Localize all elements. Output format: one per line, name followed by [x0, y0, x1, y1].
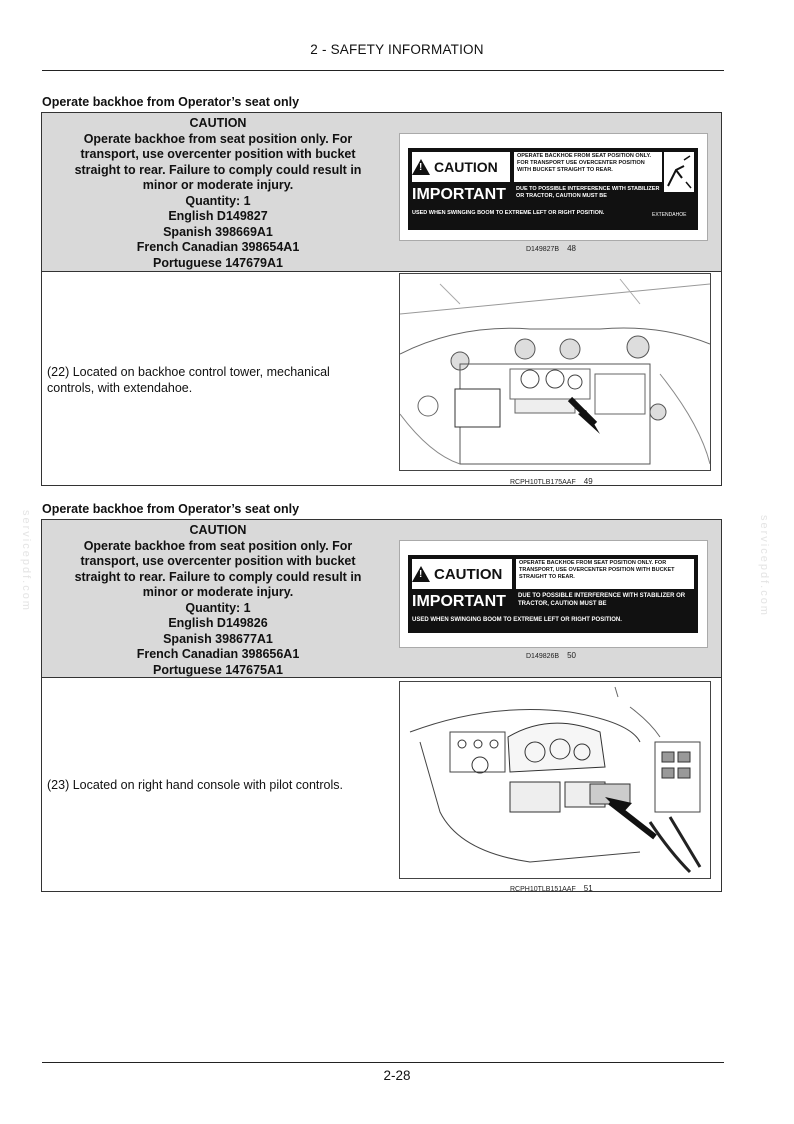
important-word: IMPORTANT	[412, 186, 506, 203]
footer-rule	[42, 1062, 724, 1063]
caution-heading: CAUTION	[189, 523, 247, 537]
watermark-right: servicepdf.com	[758, 515, 770, 617]
section-1-caution-row	[42, 113, 721, 272]
section-2-caution-block	[48, 523, 388, 678]
caution-decal-text: OPERATE BACKHOE FROM SEAT POSITION ONLY. FOR TRANSPORT, USE OVERCENTER POSITION WITH BUCKET STRAIGHT TO REAR.	[516, 559, 694, 589]
caution-heading: CAUTION	[189, 116, 247, 130]
part-number: English D149827	[168, 209, 268, 223]
caution-line: minor or moderate injury.	[142, 178, 294, 192]
caution-badge	[412, 152, 510, 182]
quantity: Quantity: 1	[185, 600, 251, 615]
caution-line: straight to rear. Failure to comply could result in	[74, 569, 362, 584]
caution-decal-text: OPERATE BACKHOE FROM SEAT POSITION ONLY. FOR TRANSPORT USE OVERCENTER POSITION WITH BUCKET STRAIGHT TO REAR.	[514, 152, 662, 182]
warning-triangle-icon: !	[412, 159, 430, 175]
caution-line: straight to rear. Failure to comply could result in	[74, 162, 362, 177]
photo-ref: RCPH10TLB175AAF 49	[510, 477, 593, 486]
part-number: English D149826	[168, 616, 268, 630]
section-1-title: Operate backhoe from Operator’s seat only	[42, 95, 300, 109]
decal-image	[408, 555, 698, 633]
decal-ref: D149826B 50	[526, 651, 576, 660]
important-decal-text: DUE TO POSSIBLE INTERFERENCE WITH STABILIZER OR TRACTOR, CAUTION MUST BE	[518, 593, 686, 607]
caution-word: CAUTION	[434, 159, 498, 175]
section-1-location-text: (22) Located on backhoe control tower, mechanical controls, with extendahoe.	[47, 365, 330, 395]
decal-frame	[399, 133, 708, 241]
watermark-left: servicepdf.com	[20, 510, 32, 612]
caution-line: Operate backhoe from seat position only. For	[83, 538, 353, 553]
header-rule	[42, 70, 724, 71]
part-number: French Canadian 398656A1	[136, 647, 300, 661]
caution-line: Operate backhoe from seat position only. For	[83, 131, 353, 146]
caution-line: minor or moderate injury.	[142, 585, 294, 599]
section-1-box	[41, 112, 722, 486]
section-2-location-text: (23) Located on right hand console with pilot controls.	[47, 778, 344, 792]
section-2-caution-row	[42, 520, 721, 678]
part-number: Portuguese 147675A1	[153, 662, 283, 677]
photo-ref: RCPH10TLB151AAF 51	[510, 884, 593, 893]
decal-ref: D149827B 48	[526, 244, 576, 253]
decal-bottom-text: USED WHEN SWINGING BOOM TO EXTREME LEFT OR RIGHT POSITION.	[412, 617, 622, 623]
bucket-pictogram-icon	[664, 152, 694, 192]
quantity: Quantity: 1	[185, 193, 251, 208]
decal-bottom-text: USED WHEN SWINGING BOOM TO EXTREME LEFT OR RIGHT POSITION.	[412, 210, 605, 216]
part-number: Portuguese 147679A1	[153, 255, 283, 270]
caution-line: transport, use overcenter position with bucket	[80, 554, 356, 568]
decal-frame	[399, 540, 708, 648]
caution-badge	[412, 559, 512, 589]
part-number: French Canadian 398654A1	[136, 240, 300, 254]
important-decal-text: DUE TO POSSIBLE INTERFERENCE WITH STABILIZER OR TRACTOR, CAUTION MUST BE	[516, 186, 660, 199]
section-1-caution-block	[48, 116, 388, 271]
section-2-title: Operate backhoe from Operator’s seat only	[42, 502, 300, 516]
console-photo	[399, 681, 711, 879]
caution-word: CAUTION	[434, 565, 503, 583]
control-tower-photo	[399, 273, 711, 471]
decal-extra-text: EXTENDAHOE	[652, 212, 687, 218]
page-number: 2-28	[383, 1068, 411, 1083]
caution-line: transport, use overcenter position with bucket	[80, 147, 356, 161]
important-word: IMPORTANT	[412, 593, 506, 610]
section-2-box	[41, 519, 722, 892]
page-header-title: 2 - SAFETY INFORMATION	[310, 42, 484, 57]
part-number: Spanish 398677A1	[163, 631, 273, 646]
warning-triangle-icon: !	[412, 566, 430, 582]
decal-image	[408, 148, 698, 230]
part-number: Spanish 398669A1	[163, 224, 273, 239]
